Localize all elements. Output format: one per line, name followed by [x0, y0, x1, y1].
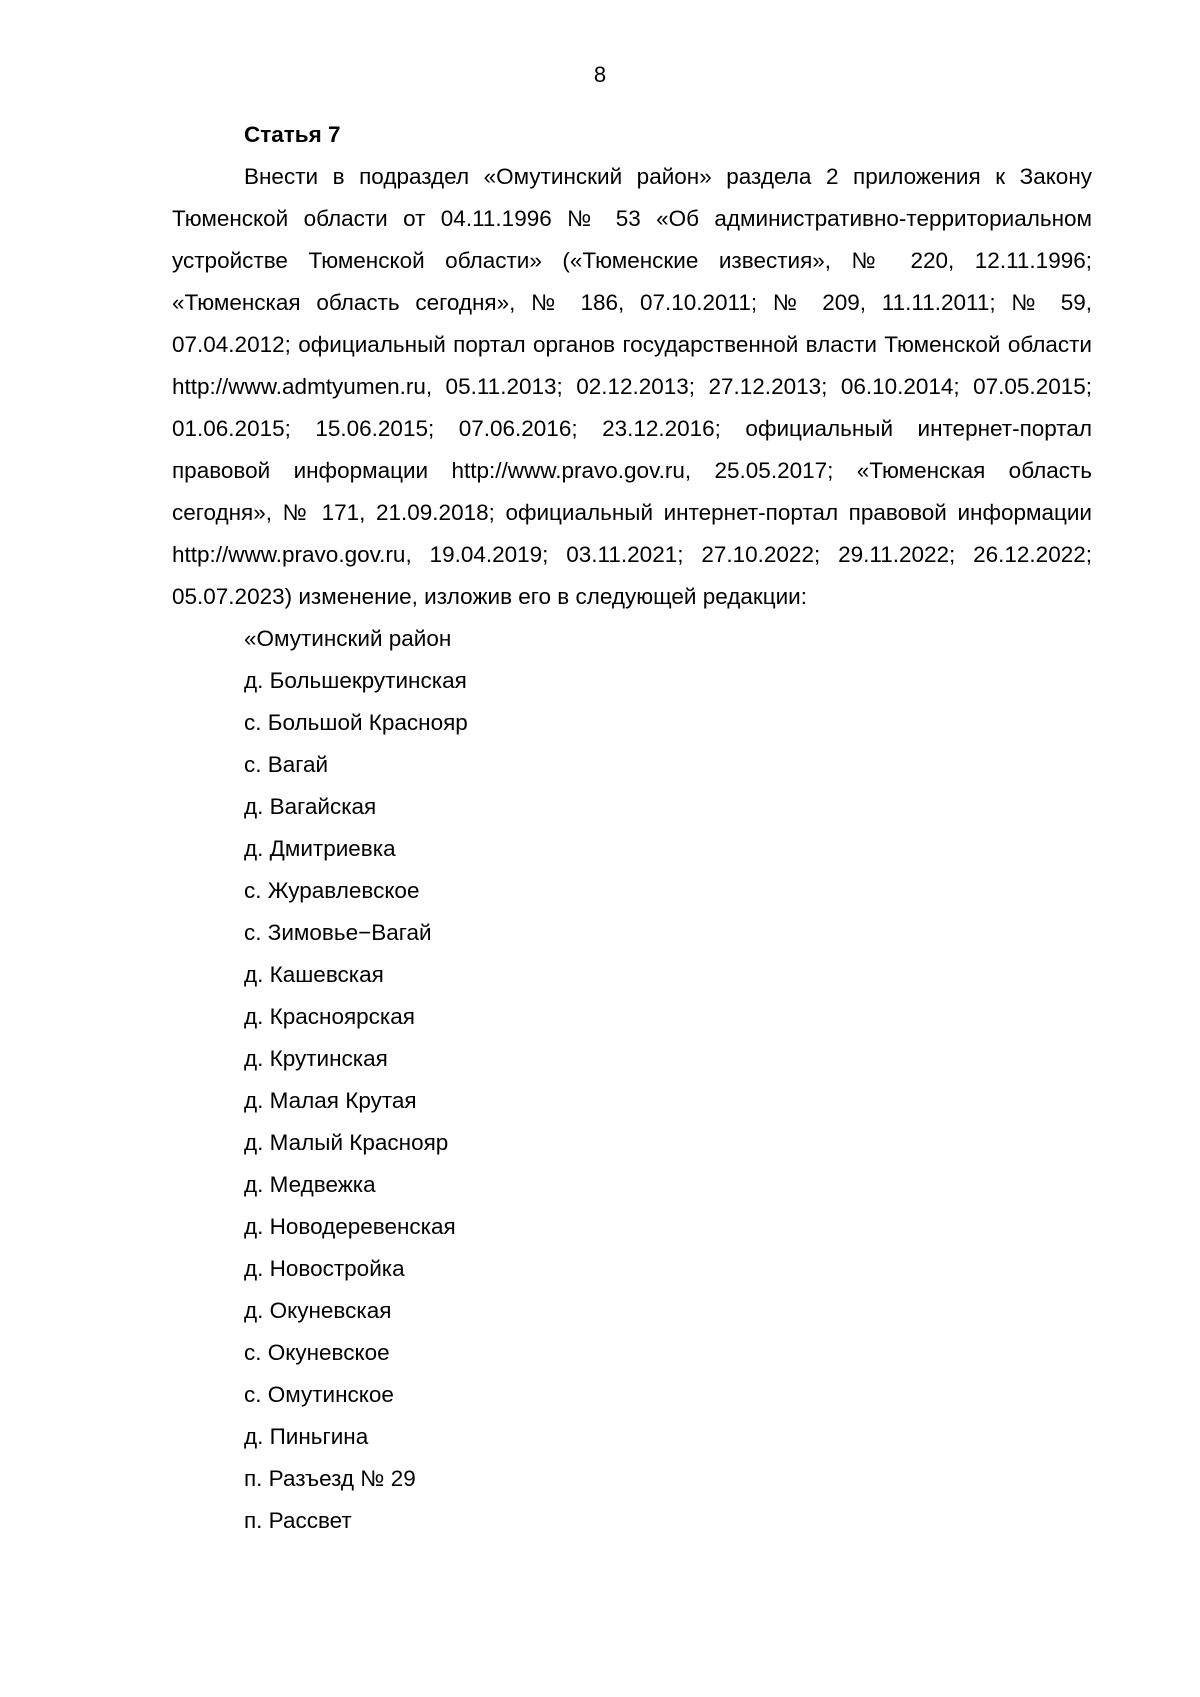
settlement-list	[172, 618, 1092, 1542]
list-item: с. Большой Краснояр	[244, 710, 468, 735]
article-title: Статья 7	[244, 122, 341, 147]
list-item: д. Дмитриевка	[244, 836, 396, 861]
list-item: п. Рассвет	[244, 1508, 352, 1533]
list-item: с. Зимовье−Вагай	[244, 920, 432, 945]
list-item: д. Крутинская	[244, 1046, 388, 1071]
list-item: д. Окуневская	[244, 1298, 392, 1323]
list-item: п. Разъезд № 29	[244, 1466, 416, 1491]
document-content	[172, 114, 1092, 1542]
list-item: д. Красноярская	[244, 1004, 415, 1029]
list-item: д. Медвежка	[244, 1172, 376, 1197]
list-item: д. Кашевская	[244, 962, 384, 987]
list-item: д. Вагайская	[244, 794, 377, 819]
list-item: «Омутинский район	[244, 626, 452, 651]
list-item: с. Окуневское	[244, 1340, 390, 1365]
page-number: 8	[593, 62, 607, 87]
list-item: д. Пиньгина	[244, 1424, 369, 1449]
list-item: д. Новостройка	[244, 1256, 405, 1281]
article-paragraph: Внести в подраздел «Омутинский район» раздела 2 приложения к Закону Тюменской области от 04.11.1996 № 53 «Об административно-территориальном устройстве Тюменской области» («Тюменские известия», № 220, 12.11.1996; «Тюменская область сегодня», № 186, 07.10.2011; № 209, 11.11.2011; № 59, 07.04.2012; официальный портал органов государственной власти Тюменской области http://www.admtyumen.ru, 05.11.2013; 02.12.2013; 27.12.2013; 06.10.2014; 07.05.2015; 01.06.2015; 15.06.2015; 07.06.2016; 23.12.2016; официальный интернет-портал правовой информации http://www.pravo.gov.ru, 25.05.2017; «Тюменская область сегодня», № 171, 21.09.2018; официальный интернет-портал правовой информации http://www.pravo.gov.ru, 19.04.2019; 03.11.2021; 27.10.2022; 29.11.2022; 26.12.2022; 05.07.2023) изменение, изложив его в следующей редакции:	[172, 164, 1092, 609]
list-item: д. Большекрутинская	[244, 668, 467, 693]
list-item: с. Омутинское	[244, 1382, 394, 1407]
list-item: с. Журавлевское	[244, 878, 420, 903]
list-item: д. Малый Краснояр	[244, 1130, 449, 1155]
list-item: с. Вагай	[244, 752, 329, 777]
list-item: д. Новодеревенская	[244, 1214, 456, 1239]
list-item: д. Малая Крутая	[244, 1088, 417, 1113]
